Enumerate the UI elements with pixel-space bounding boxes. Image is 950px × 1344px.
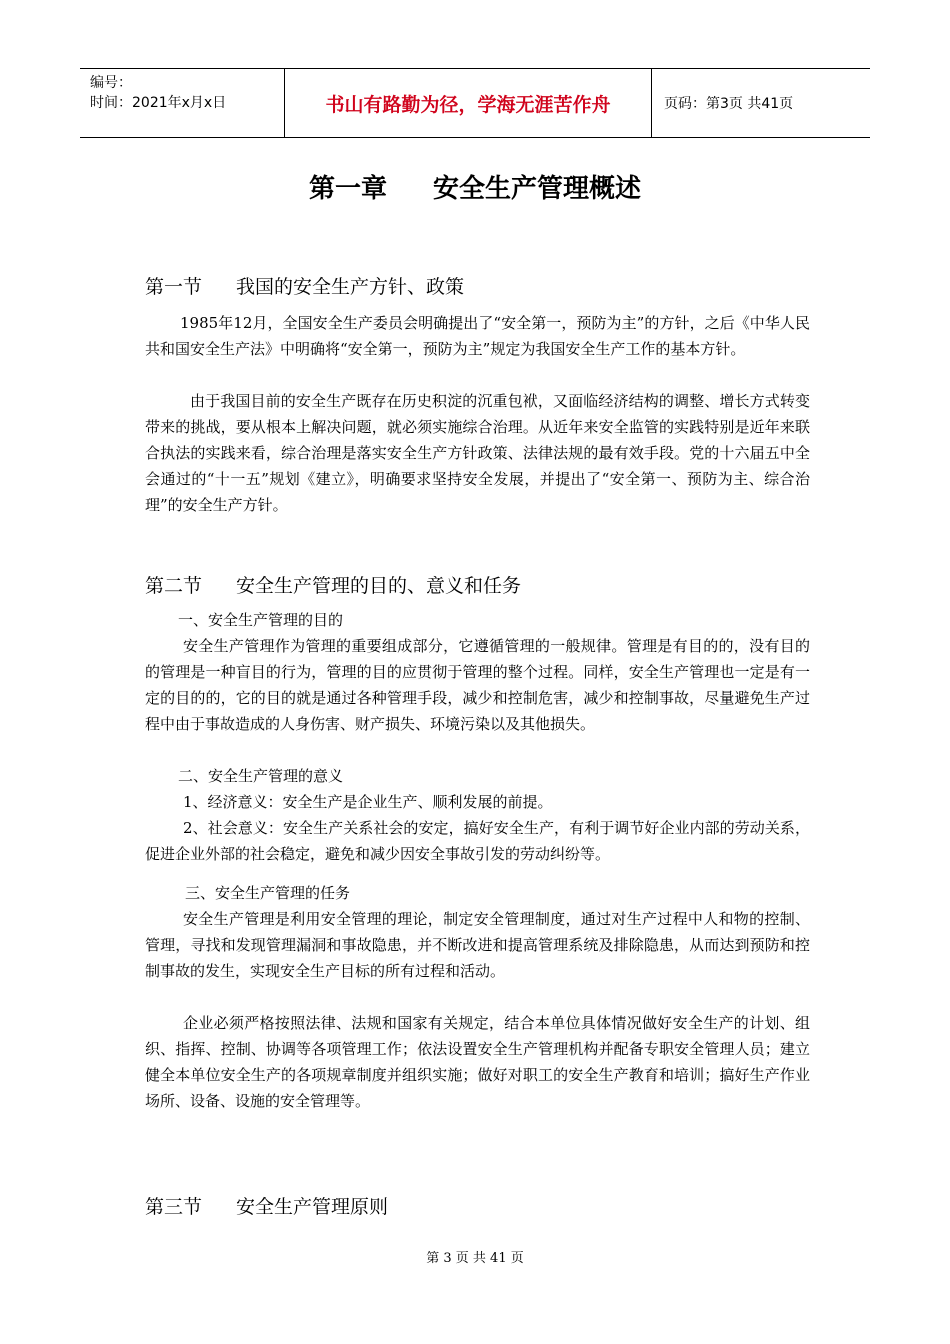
section-number: 第三节 bbox=[145, 1196, 203, 1218]
paragraph: 由于我国目前的安全生产既存在历史积淀的沉重包袱，又面临经济结构的调整、增长方式转变带来的挑战，要从根本上解决问题，就必须实施综合治理。从近年来安全监管的实践特别是近年来联合执法的实践来看，综合治理是落实安全生产方针政策、法律法规的最有效手段。党的十六届五中全会通过的“十一五”规划《建立》，明确要求坚持安全发展，并提出了“安全第一、预防为主、综合治理”的安全生产方针。 bbox=[145, 392, 810, 514]
paragraph: 1、经济意义：安全生产是企业生产、顺利发展的前提。 bbox=[183, 793, 553, 811]
header-meta bbox=[80, 69, 284, 137]
paragraph: 2、社会意义：安全生产关系社会的安定，搞好安全生产，有利于调节好企业内部的劳动关系，促进企业外部的社会稳定，避免和减少因安全事故引发的劳动纠纷等。 bbox=[145, 819, 810, 863]
paragraph: 安全生产管理是利用安全管理的理论，制定安全管理制度，通过对生产过程中人和物的控制、管理，寻找和发现管理漏洞和事故隐患，并不断改进和提高管理系统及排除隐患，从而达到预防和控制事故的发生，实现安全生产目标的所有过程和活动。 bbox=[145, 910, 810, 980]
section-title: 安全生产管理原则 bbox=[236, 1196, 389, 1218]
subheading: 二、安全生产管理的意义 bbox=[178, 767, 344, 785]
page-footer: 第 3 页 共 41 页 bbox=[426, 1251, 524, 1266]
section-heading bbox=[145, 272, 464, 299]
chapter-number: 第一章 bbox=[308, 174, 387, 204]
chapter-title bbox=[0, 168, 950, 205]
subheading: 三、安全生产管理的任务 bbox=[185, 884, 351, 902]
section-heading bbox=[145, 571, 521, 598]
section-title: 安全生产管理的目的、意义和任务 bbox=[236, 575, 522, 597]
document-number-label: 编号： bbox=[90, 75, 132, 91]
paragraph: 企业必须严格按照法律、法规和国家有关规定，结合本单位具体情况做好安全生产的计划、组织、指挥、控制、协调等各项管理工作；依法设置安全生产管理机构并配备专职安全管理人员；建立健全本单位安全生产的各项规章制度并组织实施；做好对职工的安全生产教育和培训；搞好生产作业场所、设备、设施的安全管理等。 bbox=[145, 1014, 810, 1110]
paragraph: 1985年12月，全国安全生产委员会明确提出了“安全第一，预防为主”的方针，之后《中华人民共和国安全生产法》中明确将“安全第一，预防为主”规定为我国安全生产工作的基本方针。 bbox=[145, 314, 810, 358]
page-header bbox=[80, 68, 870, 138]
paragraph: 安全生产管理作为管理的重要组成部分，它遵循管理的一般规律。管理是有目的的，没有目的的管理是一种盲目的行为，管理的目的应贯彻于管理的整个过程。同样，安全生产管理也一定是有一定的目的的，它的目的就是通过各种管理手段，减少和控制危害，减少和控制事故，尽量避免生产过程中由于事故造成的人身伤害、财产损失、环境污染以及其他损失。 bbox=[145, 637, 810, 733]
section-number: 第一节 bbox=[145, 276, 203, 298]
section-heading bbox=[145, 1192, 388, 1219]
subheading: 一、安全生产管理的目的 bbox=[178, 611, 344, 629]
chapter-name: 安全生产管理概述 bbox=[433, 174, 642, 204]
section-title: 我国的安全生产方针、政策 bbox=[236, 276, 465, 298]
section-number: 第二节 bbox=[145, 575, 203, 597]
header-page-info: 页码：第3页 共41页 bbox=[664, 96, 794, 112]
header-motto: 书山有路勤为径，学海无涯苦作舟 bbox=[284, 69, 652, 137]
document-date: 时间：2021年x月x日 bbox=[90, 95, 227, 111]
